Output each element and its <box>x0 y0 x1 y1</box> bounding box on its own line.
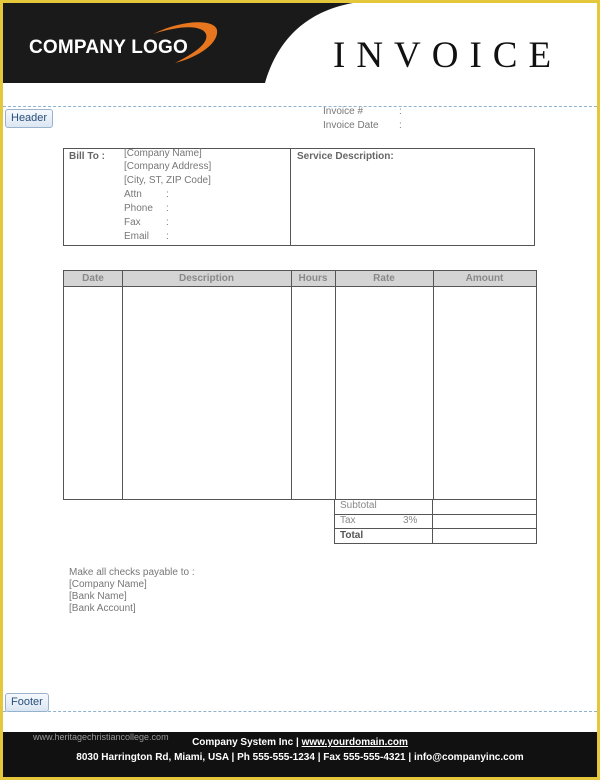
invoice-date-label: Invoice Date <box>323 120 379 131</box>
footer-email[interactable]: info@companyinc.com <box>413 752 524 763</box>
column-divider <box>335 271 336 499</box>
footer-fax: Fax 555-555-4321 <box>323 752 406 763</box>
subtotal-label: Subtotal <box>340 500 377 511</box>
bill-to-label: Bill To : <box>69 151 105 162</box>
footer-company-line <box>3 737 597 748</box>
bill-to-city: [City, ST, ZIP Code] <box>124 175 211 186</box>
fax-separator: : <box>166 217 169 228</box>
footer-contact-line <box>3 752 597 763</box>
invoice-date-separator: : <box>399 120 402 131</box>
column-divider <box>433 271 434 499</box>
footer-band <box>3 732 597 777</box>
column-hours: Hours <box>298 273 328 284</box>
footer-company: Company System Inc <box>192 737 294 748</box>
tax-label: Tax <box>340 515 356 526</box>
items-table <box>63 270 537 500</box>
column-divider <box>122 271 123 499</box>
payable-bank-account: [Bank Account] <box>69 603 136 614</box>
email-label: Email <box>124 231 150 242</box>
payable-company-name: [Company Name] <box>69 579 147 590</box>
totals-left-border <box>334 500 335 544</box>
footer-sep: | <box>405 752 414 763</box>
company-logo: COMPANY LOGO <box>29 37 188 58</box>
footer-sep: | <box>293 737 302 748</box>
bill-to-box <box>63 148 535 246</box>
header-tab[interactable]: Header <box>5 109 53 128</box>
service-description-label: Service Description: <box>297 151 394 162</box>
bill-to-address: [Company Address] <box>124 161 212 172</box>
column-description: Description <box>178 273 234 284</box>
payable-instruction: Make all checks payable to : <box>69 567 195 578</box>
email-separator: : <box>166 231 169 242</box>
footer-tab[interactable]: Footer <box>5 693 49 712</box>
items-table-header <box>64 271 536 287</box>
tax-rate: 3% <box>403 515 418 526</box>
phone-label: Phone <box>124 203 153 214</box>
column-rate: Rate <box>373 273 395 284</box>
column-date: Date <box>82 273 104 284</box>
footer-sep: | <box>228 752 238 763</box>
footer-address: 8030 Harrington Rd, Miami, USA <box>76 752 229 763</box>
totals-right-border <box>536 500 537 544</box>
attn-separator: : <box>166 189 169 200</box>
footer-domain-link[interactable]: www.yourdomain.com <box>301 737 408 748</box>
phone-separator: : <box>166 203 169 214</box>
footer-watermark: www.heritagechristiancollege.com <box>33 732 169 742</box>
footer-phone: Ph 555-555-1234 <box>237 752 315 763</box>
header-separator <box>3 106 597 107</box>
total-label: Total <box>340 530 364 541</box>
totals-bottom-line <box>334 543 537 544</box>
invoice-number-label: Invoice # <box>323 106 364 117</box>
totals-divider <box>432 500 433 544</box>
fax-label: Fax <box>124 217 141 228</box>
totals-row-line <box>334 514 537 515</box>
invoice-number-separator: : <box>399 106 402 117</box>
invoice-title: INVOICE <box>333 35 563 76</box>
column-amount: Amount <box>465 273 504 284</box>
totals-row-line <box>334 528 537 529</box>
bill-to-company: [Company Name] <box>124 148 202 159</box>
bill-box-divider <box>290 149 291 245</box>
payable-bank-name: [Bank Name] <box>69 591 127 602</box>
attn-label: Attn <box>124 189 142 200</box>
invoice-page <box>3 3 597 777</box>
footer-separator <box>3 711 597 712</box>
footer-sep: | <box>314 752 324 763</box>
column-divider <box>291 271 292 499</box>
